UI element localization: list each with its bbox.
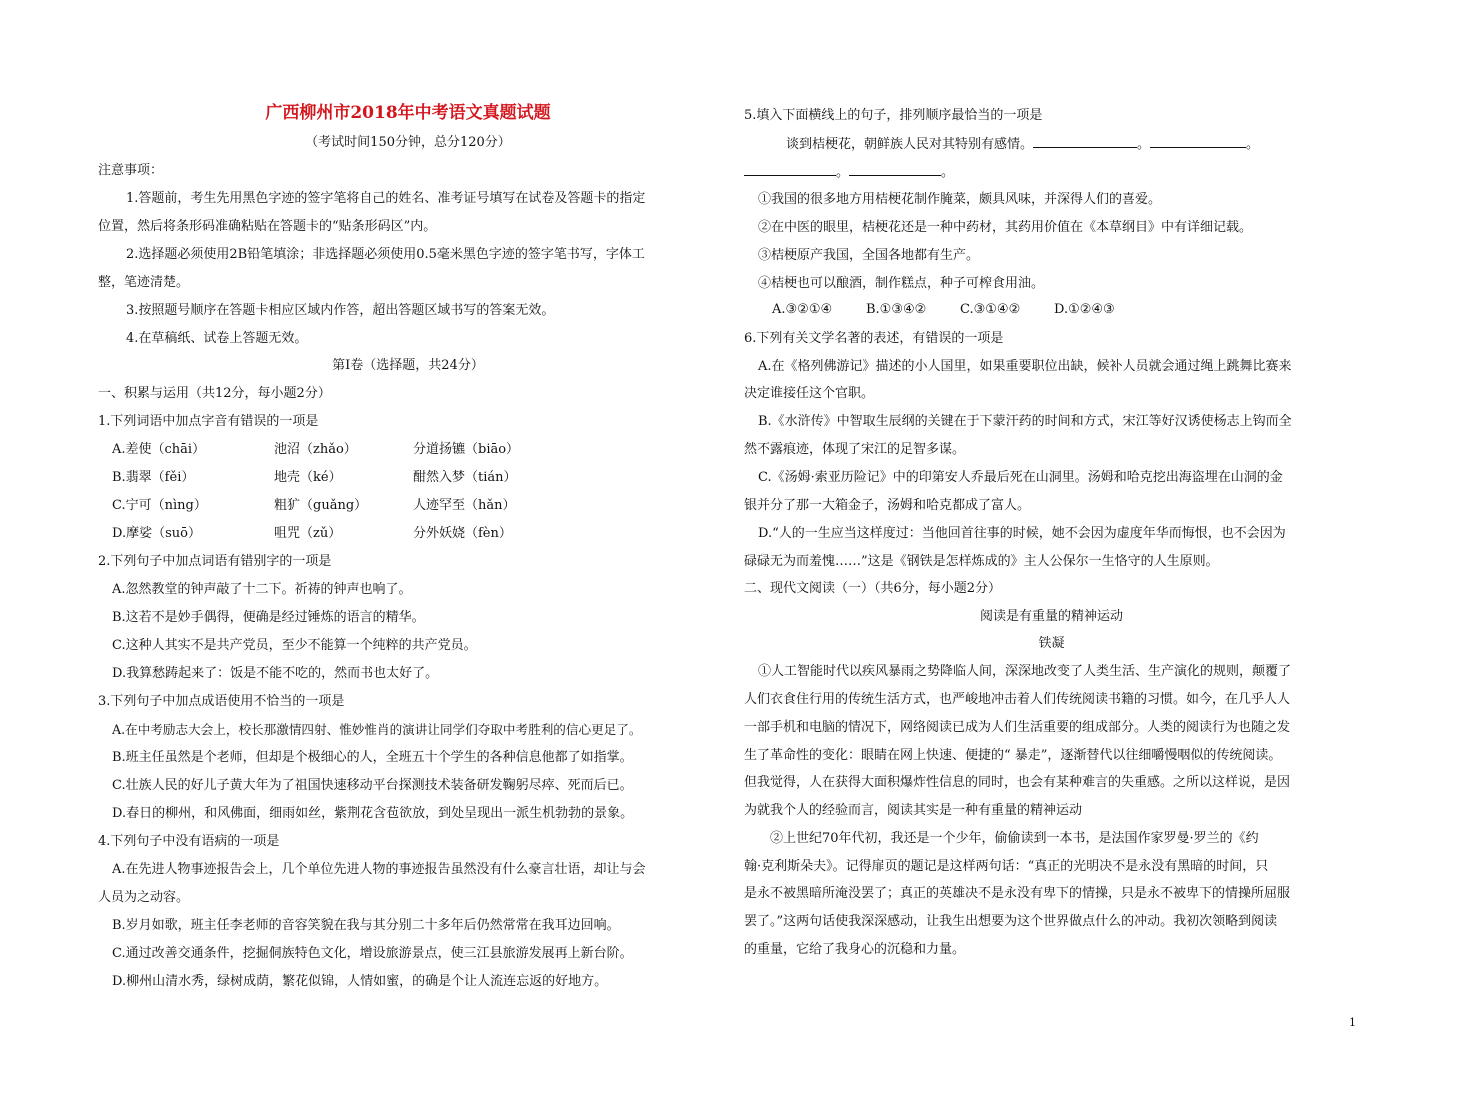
article-author: 铁凝 xyxy=(1038,636,1065,651)
q1-option-d-word-3: 分外妖娆（fèn） xyxy=(413,526,512,541)
question-4-option-d: D.柳州山清水秀，绿树成荫，繁花似锦，人情如蜜，的确是个让人流连忘返的好地方。 xyxy=(112,974,608,989)
exam-info: （考试时间150分钟，总分120分） xyxy=(305,135,511,150)
question-6-stem: 6.下列有关文学名著的表述，有错误的一项是 xyxy=(744,331,1004,346)
answer-blank-2[interactable] xyxy=(1150,135,1246,148)
paragraph-1-line-2: 人们衣食住行用的传统生活方式，也严峻地冲击着人们传统阅读书籍的习惯。如今，在几乎人人 xyxy=(744,692,1291,707)
q1-option-c-word-2: 粗犷（guǎng） xyxy=(274,498,368,513)
q1-option-d-word-1: D.摩娑（suō） xyxy=(112,526,201,541)
page-title: 广西柳州市2018年中考语文真题试题 xyxy=(265,103,551,123)
question-6-option-b-line-2: 然不露痕迹，体现了宋江的足智多谋。 xyxy=(744,442,966,457)
question-2-option-a: A.忽然教堂的钟声敲了十二下。祈祷的钟声也响了。 xyxy=(112,582,412,597)
question-6-option-a-line-2: 决定谁接任这个官职。 xyxy=(744,386,875,401)
question-3-option-d: D.春日的柳州，和风佛面，细雨如丝，紫荆花含苞欲放，到处呈现出一派生机勃勃的景象。 xyxy=(112,806,634,821)
answer-blank-3[interactable] xyxy=(744,163,836,176)
question-6-option-d-line-2: 碌碌无为而羞愧……”这是《钢铁是怎样炼成的》主人公保尔一生恪守的人生原则。 xyxy=(744,554,1219,569)
paragraph-2-line-3: 是永不被黑暗所淹没罢了；真正的英雄决不是永没有卑下的情操，只是永不被卑下的情操所屈服 xyxy=(744,886,1291,901)
question-3-option-b: B.班主任虽然是个老师，但却是个极细心的人，全班五十个学生的各种信息他都了如指掌。 xyxy=(112,750,633,765)
question-5-sentence-2: ②在中医的眼里，桔梗花还是一种中药材，其药用价值在《本草纲目》中有详细记载。 xyxy=(758,220,1253,235)
article-title: 阅读是有重量的精神运动 xyxy=(979,609,1123,624)
question-3-option-a: A.在中考励志大会上，校长那激情四射、惟妙惟肖的演讲让同学们夺取中考胜利的信心更足了。 xyxy=(112,722,642,737)
q1-option-a-word-1: A.差使（chāi） xyxy=(112,442,206,457)
answer-blank-4[interactable] xyxy=(849,163,941,176)
answer-blank-1[interactable] xyxy=(1033,135,1137,148)
paragraph-2-line-2: 翰·克利斯朵夫》。记得扉页的题记是这样两句话：“真正的光明决不是永没有黑暗的时间，只 xyxy=(744,859,1269,874)
q1-option-c-word-3: 人迹罕至（hǎn） xyxy=(413,498,516,513)
question-4-stem: 4.下列句子中没有语病的一项是 xyxy=(98,834,280,849)
question-6-option-c-line-2: 银并分了那一大箱金子，汤姆和哈克都成了富人。 xyxy=(744,498,1031,513)
question-4-option-a-line-1: A.在先进人物事迹报告会上，几个单位先进人物的事迹报告虽然没有什么豪言壮语，却让与会 xyxy=(112,862,646,877)
question-5-lead: 谈到桔梗花，朝鲜族人民对其特别有感情。 xyxy=(786,137,1034,152)
paragraph-1-line-5: 但我觉得，人在获得大面积爆炸性信息的同时，也会有某种难言的失重感。之所以这样说，是因 xyxy=(744,775,1291,790)
paragraph-1-line-1: ①人工智能时代以疾风暴雨之势降临人间，深深地改变了人类生活、生产演化的规则，颠覆了 xyxy=(758,664,1292,679)
question-4-option-b: B.岁月如歌，班主任李老师的音容笑貌在我与其分别二十多年后仍然常常在我耳边回响。 xyxy=(112,918,620,933)
q1-option-b-word-1: B.翡翠（fěi） xyxy=(112,470,195,485)
question-4-option-a-line-2: 人员为之动容。 xyxy=(98,890,190,905)
q1-option-b-word-3: 酣然入梦（tián） xyxy=(413,470,517,485)
question-5-choice-c: C.③①④② xyxy=(960,302,1021,317)
question-3-stem: 3.下列句子中加点成语使用不恰当的一项是 xyxy=(98,694,345,709)
notice-item-2-line-2: 整，笔迹清楚。 xyxy=(98,275,190,290)
q1-option-a-word-3: 分道扬镳（biāo） xyxy=(413,442,520,457)
question-3-option-c: C.壮族人民的好儿子黄大年为了祖国快速移动平台探测技术装备研发鞠躬尽瘁、死而后已。 xyxy=(112,778,633,793)
question-5-choice-d: D.①②④③ xyxy=(1054,302,1115,317)
question-5-sentence-1: ①我国的很多地方用桔梗花制作腌菜，颇具风味，并深得人们的喜爱。 xyxy=(758,192,1162,207)
q1-option-b-word-2: 地壳（ké） xyxy=(274,470,342,485)
notice-item-2-line-1: 2.选择题必须使用2B铅笔填涂；非选择题必须使用0.5毫米黑色字迹的签字笔书写，字体工 xyxy=(126,247,645,262)
question-5-blank-line: 。 。 xyxy=(744,163,954,182)
question-2-option-c: C.这种人其实不是共产党员，至少不能算一个纯粹的共产党员。 xyxy=(112,638,477,653)
question-6-option-b-line-1: B.《水浒传》中智取生辰纲的关键在于下蒙汗药的时间和方式，宋江等好汉诱使杨志上钩而全 xyxy=(758,414,1292,429)
section-1-heading: 一、积累与运用（共12分，每小题2分） xyxy=(98,386,331,401)
question-1-stem: 1.下列词语中加点字音有错误的一项是 xyxy=(98,414,319,429)
question-2-option-d: D.我算愁踌起来了：饭是不能不吃的，然而书也太好了。 xyxy=(112,666,439,681)
paragraph-1-line-6: 为就我个人的经验而言，阅读其实是一种有重量的精神运动 xyxy=(744,803,1083,818)
question-6-option-a-line-1: A.在《格列佛游记》描述的小人国里，如果重要职位出缺，候补人员就会通过绳上跳舞比赛来 xyxy=(758,359,1292,374)
q1-option-a-word-2: 池沼（zhǎo） xyxy=(274,442,357,457)
q1-option-d-word-2: 咀咒（zǔ） xyxy=(274,526,342,541)
question-5-sentence-4: ④桔梗也可以酿酒，制作糕点，种子可榨食用油。 xyxy=(758,276,1045,291)
paragraph-2-line-1: ②上世纪70年代初，我还是一个少年，偷偷读到一本书，是法国作家罗曼·罗兰的《约 xyxy=(770,831,1259,846)
question-5-lead-line: 谈到桔梗花，朝鲜族人民对其特别有感情。 。 。 xyxy=(786,137,1260,152)
q1-option-c-word-1: C.宁可（nìng） xyxy=(112,498,207,513)
paragraph-2-line-5: 的重量，它给了我身心的沉稳和力量。 xyxy=(744,942,966,957)
notice-item-1-line-1: 1.答题前，考生先用黑色字迹的签字笔将自己的姓名、准考证号填写在试卷及答题卡的指定 xyxy=(126,191,646,206)
question-6-option-c-line-1: C.《汤姆·索亚历险记》中的印第安人乔最后死在山洞里。汤姆和哈克挖出海盗埋在山洞的金 xyxy=(758,470,1283,485)
notice-heading: 注意事项： xyxy=(98,163,164,178)
volume-title: 第Ⅰ卷（选择题，共24分） xyxy=(332,358,484,373)
question-6-option-d-line-1: D.“人的一生应当这样度过：当他回首往事的时候，她不会因为虚度年华而悔恨，也不会因为 xyxy=(758,526,1286,541)
section-2-heading: 二、现代文阅读（一）（共6分，每小题2分） xyxy=(744,581,1002,596)
paragraph-1-line-4: 生了革命性的变化：眼睛在网上快速、便捷的“ 暴走”，逐渐替代以往细嚼慢咽似的传统阅读。 xyxy=(744,748,1282,763)
paragraph-2-line-4: 罢了。”这两句话使我深深感动，让我生出想要为这个世界做点什么的冲动。我初次领略到阅读 xyxy=(744,914,1278,929)
question-2-option-b: B.这若不是妙手偶得，便确是经过锤炼的语言的精华。 xyxy=(112,610,425,625)
notice-item-4: 4.在草稿纸、试卷上答题无效。 xyxy=(126,331,308,346)
question-5-stem: 5.填入下面横线上的句子，排列顺序最恰当的一项是 xyxy=(744,108,1043,123)
question-2-stem: 2.下列句子中加点词语有错别字的一项是 xyxy=(98,554,332,569)
page-number: 1 xyxy=(1349,1016,1356,1029)
paragraph-1-line-3: 一部手机和电脑的情况下，网络阅读已成为人们生活重要的组成部分。人类的阅读行为也随之发 xyxy=(744,720,1291,735)
question-5-choice-b: B.①③④② xyxy=(866,302,927,317)
notice-item-3: 3.按照题号顺序在答题卡相应区域内作答，超出答题区域书写的答案无效。 xyxy=(126,303,555,318)
notice-item-1-line-2: 位置，然后将条形码准确粘贴在答题卡的“贴条形码区”内。 xyxy=(98,219,437,234)
question-4-option-c: C.通过改善交通条件，挖掘侗族特色文化，增设旅游景点，使三江县旅游发展再上新台阶。 xyxy=(112,946,633,961)
question-5-sentence-3: ③桔梗原产我国，全国各地都有生产。 xyxy=(758,248,980,263)
question-5-choice-a: A.③②①④ xyxy=(772,302,833,317)
